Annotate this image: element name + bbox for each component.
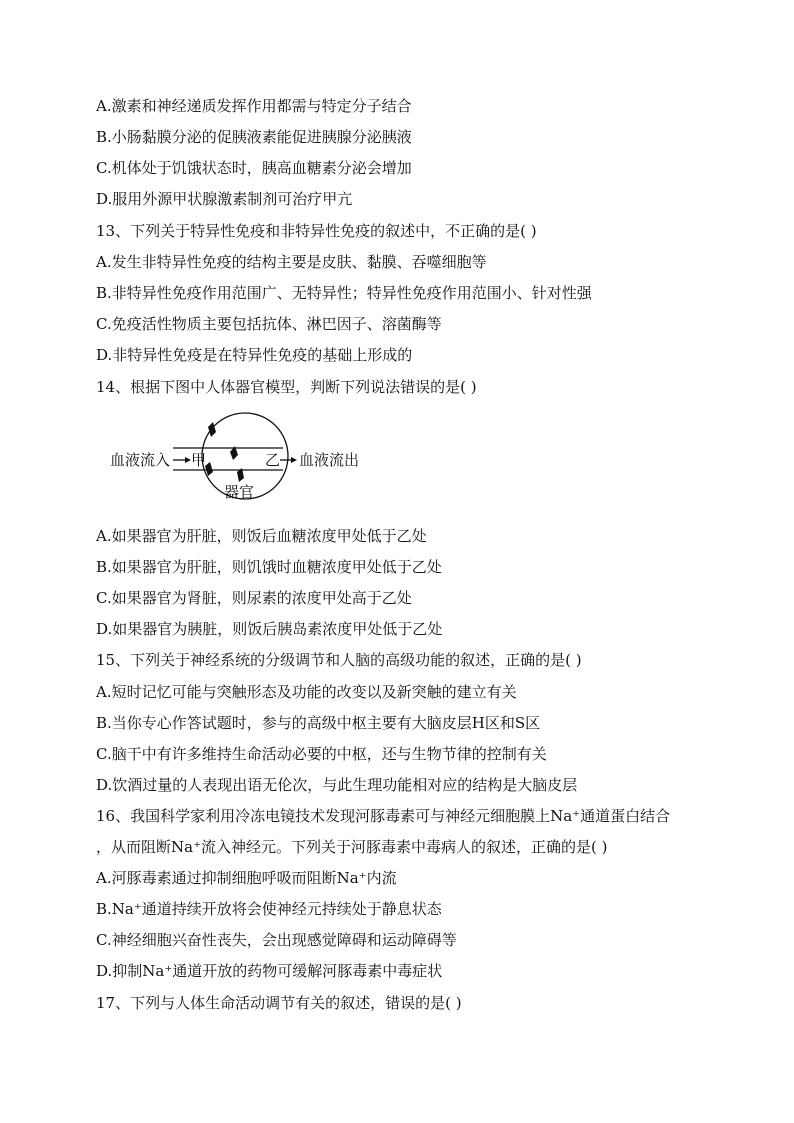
q16-stem-line1: 16、我国科学家利用冷冻电镜技术发现河豚毒素可与神经元细胞膜上Na⁺通道蛋白结合	[96, 807, 671, 825]
q12-option-c: C.机体处于饥饿状态时，胰高血糖素分泌会增加	[96, 159, 412, 177]
q16-option-d: D.抑制Na⁺通道开放的药物可缓解河豚毒素中毒症状	[96, 962, 443, 980]
q13-option-c: C.免疫活性物质主要包括抗体、淋巴因子、溶菌酶等	[96, 315, 442, 333]
q16-stem-line2: ，从而阻断Na⁺流入神经元。下列关于河豚毒素中毒病人的叙述，正确的是( )	[96, 838, 608, 856]
q14-option-c: C.如果器官为肾脏，则尿素的浓度甲处高于乙处	[96, 589, 412, 607]
q16-option-b: B.Na⁺通道持续开放将会使神经元持续处于静息状态	[96, 900, 442, 918]
q12-option-a: A.激素和神经递质发挥作用都需与特定分子结合	[96, 97, 412, 115]
organ-label: 器官	[224, 483, 255, 501]
outflow-arrow-head	[291, 457, 297, 463]
point-b-label: 乙	[265, 451, 281, 469]
point-a-label: 甲	[191, 451, 207, 469]
q15-option-a: A.短时记忆可能与突触形态及功能的改变以及新突触的建立有关	[96, 683, 517, 701]
q14-stem: 14、根据下图中人体器官模型，判断下列说法错误的是( )	[96, 378, 477, 396]
q15-option-c: C.脑干中有许多维持生命活动必要的中枢，还与生物节律的控制有关	[96, 745, 547, 763]
q17-stem: 17、下列与人体生命活动调节有关的叙述，错误的是( )	[96, 994, 462, 1012]
q16-option-a: A.河豚毒素通过抑制细胞呼吸而阻断Na⁺内流	[96, 869, 397, 887]
cell-marker	[208, 422, 216, 437]
q13-stem: 13、下列关于特异性免疫和非特异性免疫的叙述中，不正确的是( )	[96, 222, 537, 240]
inflow-label: 血液流入	[110, 451, 171, 469]
q13-option-d: D.非特异性免疫是在特异性免疫的基础上形成的	[96, 346, 413, 364]
q16-option-c: C.神经细胞兴奋性丧失，会出现感觉障碍和运动障碍等	[96, 931, 457, 949]
q12-option-b: B.小肠黏膜分泌的促胰液素能促进胰腺分泌胰液	[96, 128, 412, 146]
q13-option-a: A.发生非特异性免疫的结构主要是皮肤、黏膜、吞噬细胞等	[96, 253, 487, 271]
q15-option-b: B.当你专心作答试题时，参与的高级中枢主要有大脑皮层H区和S区	[96, 714, 541, 732]
q13-option-b: B.非特异性免疫作用范围广、无特异性；特异性免疫作用范围小、针对性强	[96, 284, 592, 302]
q14-option-a: A.如果器官为肝脏，则饭后血糖浓度甲处低于乙处	[96, 527, 427, 545]
q15-option-d: D.饮酒过量的人表现出语无伦次，与此生理功能相对应的结构是大脑皮层	[96, 776, 578, 794]
organ-model-diagram	[108, 410, 378, 510]
q12-option-d: D.服用外源甲状腺激素制剂可治疗甲亢	[96, 190, 353, 208]
outflow-label: 血液流出	[299, 451, 360, 469]
q14-option-b: B.如果器官为肝脏，则饥饿时血糖浓度甲处低于乙处	[96, 558, 442, 576]
q15-stem: 15、下列关于神经系统的分级调节和人脑的高级功能的叙述，正确的是( )	[96, 651, 582, 669]
q14-option-d: D.如果器官为胰脏，则饭后胰岛素浓度甲处低于乙处	[96, 620, 443, 638]
